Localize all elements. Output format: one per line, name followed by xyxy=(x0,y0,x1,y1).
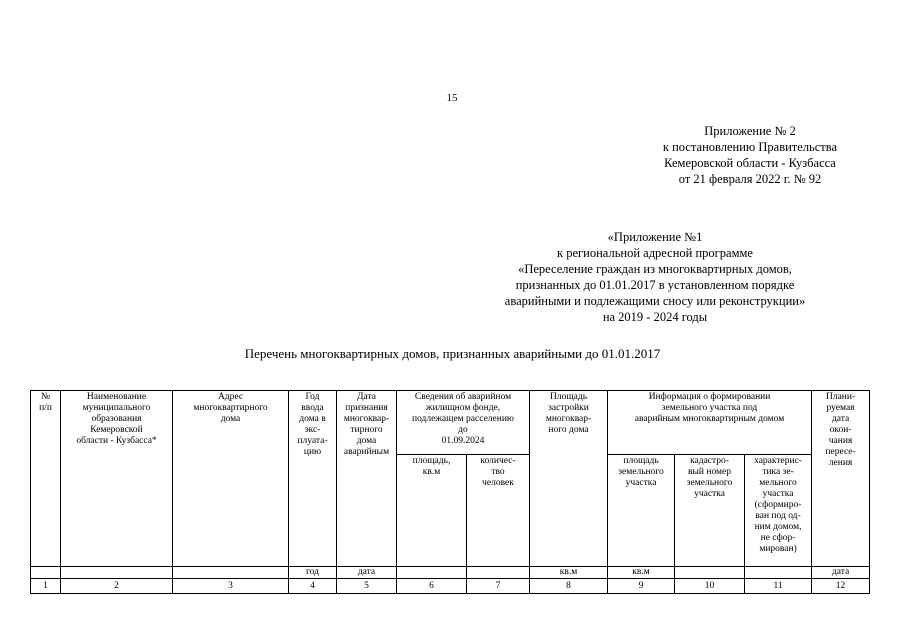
appendix-2-line: от 21 февраля 2022 г. № 92 xyxy=(678,172,822,186)
column-number: 10 xyxy=(675,579,745,594)
column-number: 9 xyxy=(608,579,675,594)
appendix-2-line: Приложение № 2 xyxy=(704,124,796,138)
header-planned-date: Плани- руемая дата окон- чания пересе- ления xyxy=(812,391,870,567)
header-date: Дата признания многоквар- тирного дома аварийным xyxy=(337,391,397,567)
appendix-1-line: «Переселение граждан из многоквартирных домов, xyxy=(518,262,792,276)
header-people: количес- тво человек xyxy=(467,455,530,567)
housing-table xyxy=(30,390,870,594)
column-number: 6 xyxy=(397,579,467,594)
unit-cell xyxy=(675,567,745,579)
header-build-area: Площадь застройки многоквар- ного дома xyxy=(530,391,608,567)
unit-cell xyxy=(467,567,530,579)
header-emergency-group: Сведения об аварийном жилищном фонде, подлежащем расселению до 01.09.2024 xyxy=(397,391,530,455)
unit-cell: кв.м xyxy=(530,567,608,579)
header-municipality: Наименование муниципального образования Кемеровской области - Кузбасса* xyxy=(61,391,173,567)
unit-cell xyxy=(173,567,289,579)
column-number: 7 xyxy=(467,579,530,594)
appendix-2-heading xyxy=(600,123,900,187)
header-no: № п/п xyxy=(31,391,61,567)
column-number: 4 xyxy=(289,579,337,594)
header-address: Адрес многоквартирного дома xyxy=(173,391,289,567)
appendix-2-line: к постановлению Правительства xyxy=(662,140,838,154)
appendix-1-heading xyxy=(420,229,890,325)
column-number: 3 xyxy=(173,579,289,594)
column-number: 12 xyxy=(812,579,870,594)
document-title: Перечень многоквартирных домов, признанных аварийными до 01.01.2017 xyxy=(244,346,661,361)
unit-cell: год xyxy=(289,567,337,579)
header-area: площадь, кв.м xyxy=(397,455,467,567)
unit-cell: кв.м xyxy=(608,567,675,579)
header-land-characteristic: характерис- тика зе- мельного участка (сформиро- ван под од- ним домом, не сфор- мирован) xyxy=(745,455,812,567)
column-number: 11 xyxy=(745,579,812,594)
header-cadastral: кадастро- вый номер земельного участка xyxy=(675,455,745,567)
column-number: 5 xyxy=(337,579,397,594)
unit-cell: дата xyxy=(812,567,870,579)
column-number: 2 xyxy=(61,579,173,594)
appendix-1-line: признанных до 01.01.2017 в установленном порядке xyxy=(515,278,795,292)
appendix-1-line: на 2019 - 2024 годы xyxy=(602,310,708,324)
header-year: Год ввода дома в экс- плуата- цию xyxy=(289,391,337,567)
unit-cell: дата xyxy=(337,567,397,579)
unit-cell xyxy=(61,567,173,579)
appendix-1-line: к региональной адресной программе xyxy=(557,246,753,260)
page-number: 15 xyxy=(446,92,458,104)
unit-cell xyxy=(397,567,467,579)
column-number: 8 xyxy=(530,579,608,594)
unit-cell xyxy=(745,567,812,579)
unit-cell xyxy=(31,567,61,579)
appendix-1-line: аварийными и подлежащими сносу или реконструкции» xyxy=(504,294,806,308)
column-number: 1 xyxy=(31,579,61,594)
header-land-group: Информация о формировании земельного участка под аварийным многоквартирным домом xyxy=(608,391,812,455)
header-land-area: площадь земельного участка xyxy=(608,455,675,567)
appendix-2-line: Кемеровской области - Кузбасса xyxy=(664,156,836,170)
appendix-1-line: «Приложение №1 xyxy=(607,230,703,244)
